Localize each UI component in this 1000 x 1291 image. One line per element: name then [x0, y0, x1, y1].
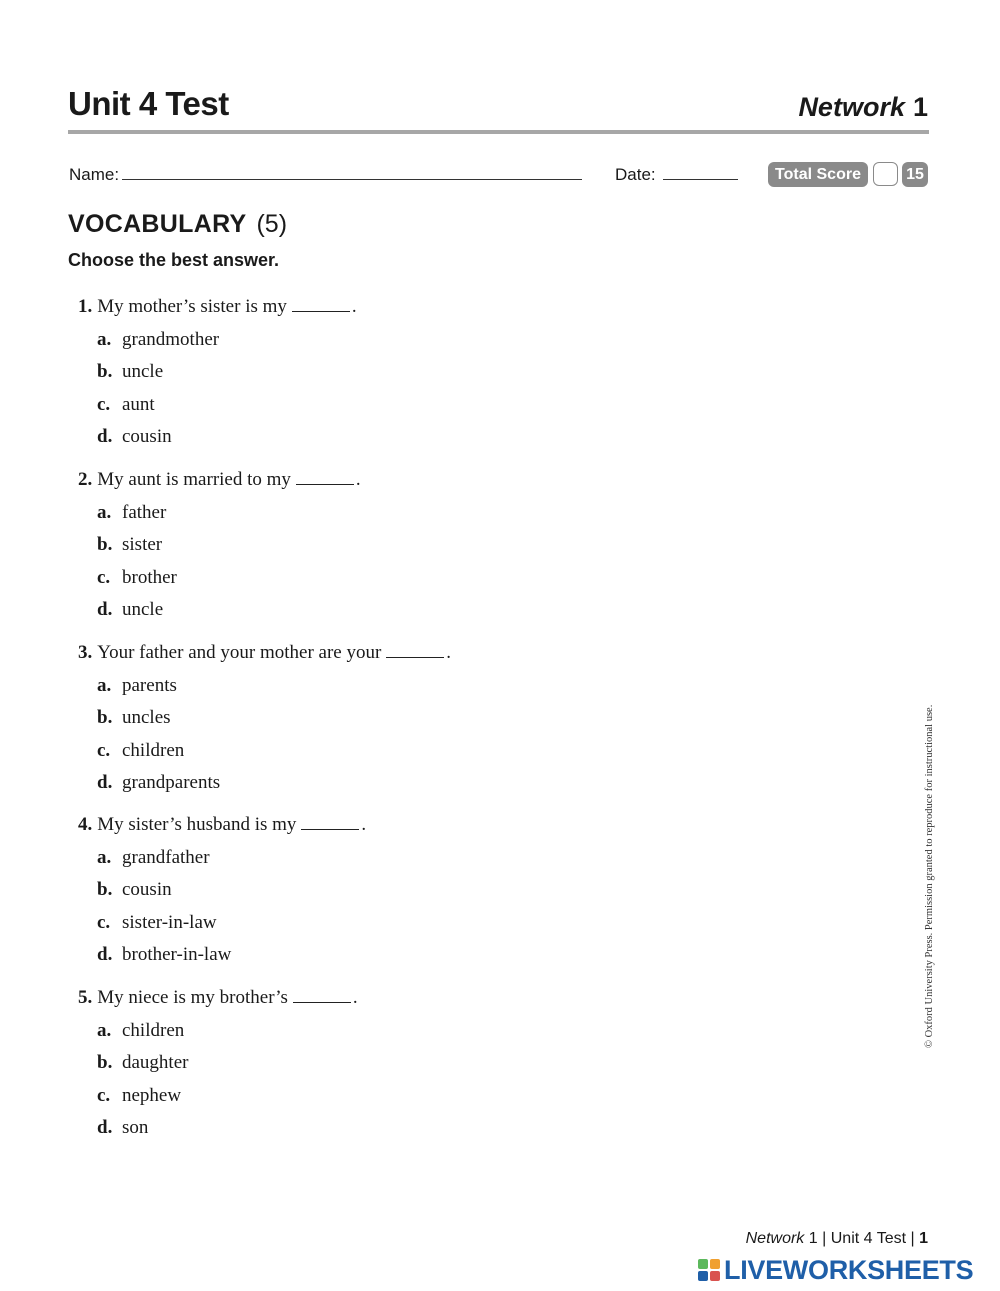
answer-blank[interactable] [301, 815, 359, 830]
answer-option[interactable] [97, 360, 163, 384]
option-text: nephew [122, 1085, 182, 1106]
question-text: My aunt is married to my [97, 469, 291, 490]
answer-blank[interactable] [293, 988, 351, 1003]
answer-option[interactable] [97, 739, 184, 763]
option-text: aunt [122, 394, 155, 415]
answer-option[interactable] [97, 1051, 188, 1075]
option-letter: b. [97, 361, 113, 382]
option-letter: a. [97, 847, 112, 868]
answer-option[interactable] [97, 878, 172, 902]
option-letter: d. [97, 1117, 113, 1138]
series-level: 1 [912, 92, 928, 122]
name-field[interactable] [122, 179, 582, 180]
footer-page-number: 1 [919, 1230, 928, 1247]
answer-option[interactable] [97, 1084, 181, 1108]
question-number: 1. [78, 296, 93, 317]
answer-option[interactable] [97, 393, 155, 417]
total-score-label: Total Score [768, 162, 868, 187]
option-text: children [122, 1020, 185, 1041]
header-rule [68, 130, 929, 134]
option-text: grandfather [122, 847, 210, 868]
option-letter: a. [97, 502, 112, 523]
option-letter: b. [97, 1052, 113, 1073]
liveworksheets-logo-text: LIVEWORKSHEETS [724, 1255, 974, 1285]
option-text: brother [122, 567, 177, 588]
answer-option[interactable] [97, 706, 171, 730]
answer-option[interactable] [97, 533, 162, 557]
option-letter: d. [97, 426, 113, 447]
option-letter: c. [97, 740, 111, 761]
answer-option[interactable] [97, 771, 220, 795]
series-title [798, 89, 928, 125]
answer-blank[interactable] [296, 470, 354, 485]
option-letter: a. [97, 1020, 112, 1041]
option-letter: d. [97, 772, 113, 793]
question-number: 4. [78, 814, 93, 835]
question-3 [78, 641, 451, 665]
question-number: 3. [78, 642, 93, 663]
option-letter: b. [97, 534, 113, 555]
question-end: . [446, 642, 452, 663]
answer-option[interactable] [97, 501, 166, 525]
answer-option[interactable] [97, 1019, 184, 1043]
option-text: daughter [122, 1052, 189, 1073]
footer-series-level: 1 [808, 1230, 818, 1247]
option-letter: c. [97, 912, 111, 933]
instructions: Choose the best answer. [68, 250, 280, 270]
answer-option[interactable] [97, 1116, 148, 1140]
date-label: Date: [615, 165, 656, 184]
total-score-max: 15 [902, 162, 928, 187]
option-letter: d. [97, 599, 113, 620]
option-letter: a. [97, 675, 112, 696]
footer-separator: | [822, 1230, 827, 1247]
option-letter: b. [97, 879, 113, 900]
answer-blank[interactable] [386, 643, 444, 658]
option-text: parents [122, 675, 177, 696]
question-1 [78, 295, 357, 319]
cube-blue [698, 1271, 708, 1281]
answer-option[interactable] [97, 425, 172, 449]
option-letter: b. [97, 707, 113, 728]
date-field[interactable] [663, 179, 738, 180]
option-text: cousin [122, 426, 172, 447]
section-heading [68, 207, 287, 245]
liveworksheets-logo[interactable] [698, 1256, 973, 1284]
option-text: grandparents [122, 772, 221, 793]
option-text: son [122, 1117, 149, 1138]
question-text: Your father and your mother are your [97, 642, 382, 663]
question-end: . [351, 296, 357, 317]
option-text: uncle [122, 599, 164, 620]
option-letter: c. [97, 394, 111, 415]
question-end: . [355, 469, 361, 490]
total-score-input[interactable] [873, 162, 898, 186]
option-letter: c. [97, 1085, 111, 1106]
name-label: Name: [69, 165, 120, 184]
liveworksheets-cubes-icon [698, 1259, 720, 1281]
answer-option[interactable] [97, 328, 219, 352]
option-text: uncles [122, 707, 171, 728]
option-text: grandmother [122, 329, 220, 350]
question-4 [78, 813, 366, 837]
question-5 [78, 986, 358, 1010]
cube-green [698, 1259, 708, 1269]
footer-separator: | [910, 1230, 915, 1247]
page-title: Unit 4 Test [68, 85, 229, 122]
cube-red [710, 1271, 720, 1281]
question-end: . [352, 987, 358, 1008]
cube-orange [710, 1259, 720, 1269]
option-text: sister [122, 534, 163, 555]
option-text: father [122, 502, 167, 523]
question-end: . [361, 814, 367, 835]
answer-blank[interactable] [292, 297, 350, 312]
question-text: My niece is my brother’s [97, 987, 288, 1008]
option-letter: a. [97, 329, 112, 350]
section-points: (5) [256, 210, 288, 238]
section-title: VOCABULARY [68, 210, 247, 238]
question-number: 5. [78, 987, 93, 1008]
option-text: brother-in-law [122, 944, 232, 965]
footer-unit: Unit 4 Test [830, 1230, 907, 1247]
page-footer [746, 1228, 928, 1250]
answer-option[interactable] [97, 566, 177, 590]
question-text: My sister’s husband is my [97, 814, 297, 835]
answer-option[interactable] [97, 911, 217, 935]
answer-option[interactable] [97, 943, 231, 967]
option-text: sister-in-law [122, 912, 217, 933]
option-text: uncle [122, 361, 164, 382]
answer-option[interactable] [97, 846, 210, 870]
answer-option[interactable] [97, 598, 163, 622]
footer-series-name: Network [745, 1230, 805, 1247]
option-letter: c. [97, 567, 111, 588]
option-text: cousin [122, 879, 172, 900]
option-letter: d. [97, 944, 113, 965]
series-name: Network [798, 92, 905, 122]
answer-option[interactable] [97, 674, 177, 698]
option-text: children [122, 740, 185, 761]
question-text: My mother’s sister is my [97, 296, 287, 317]
copyright-note: © Oxford University Press. Permission granted to reproduce for instructional use. [924, 704, 935, 1048]
question-number: 2. [78, 469, 93, 490]
question-2 [78, 468, 361, 492]
